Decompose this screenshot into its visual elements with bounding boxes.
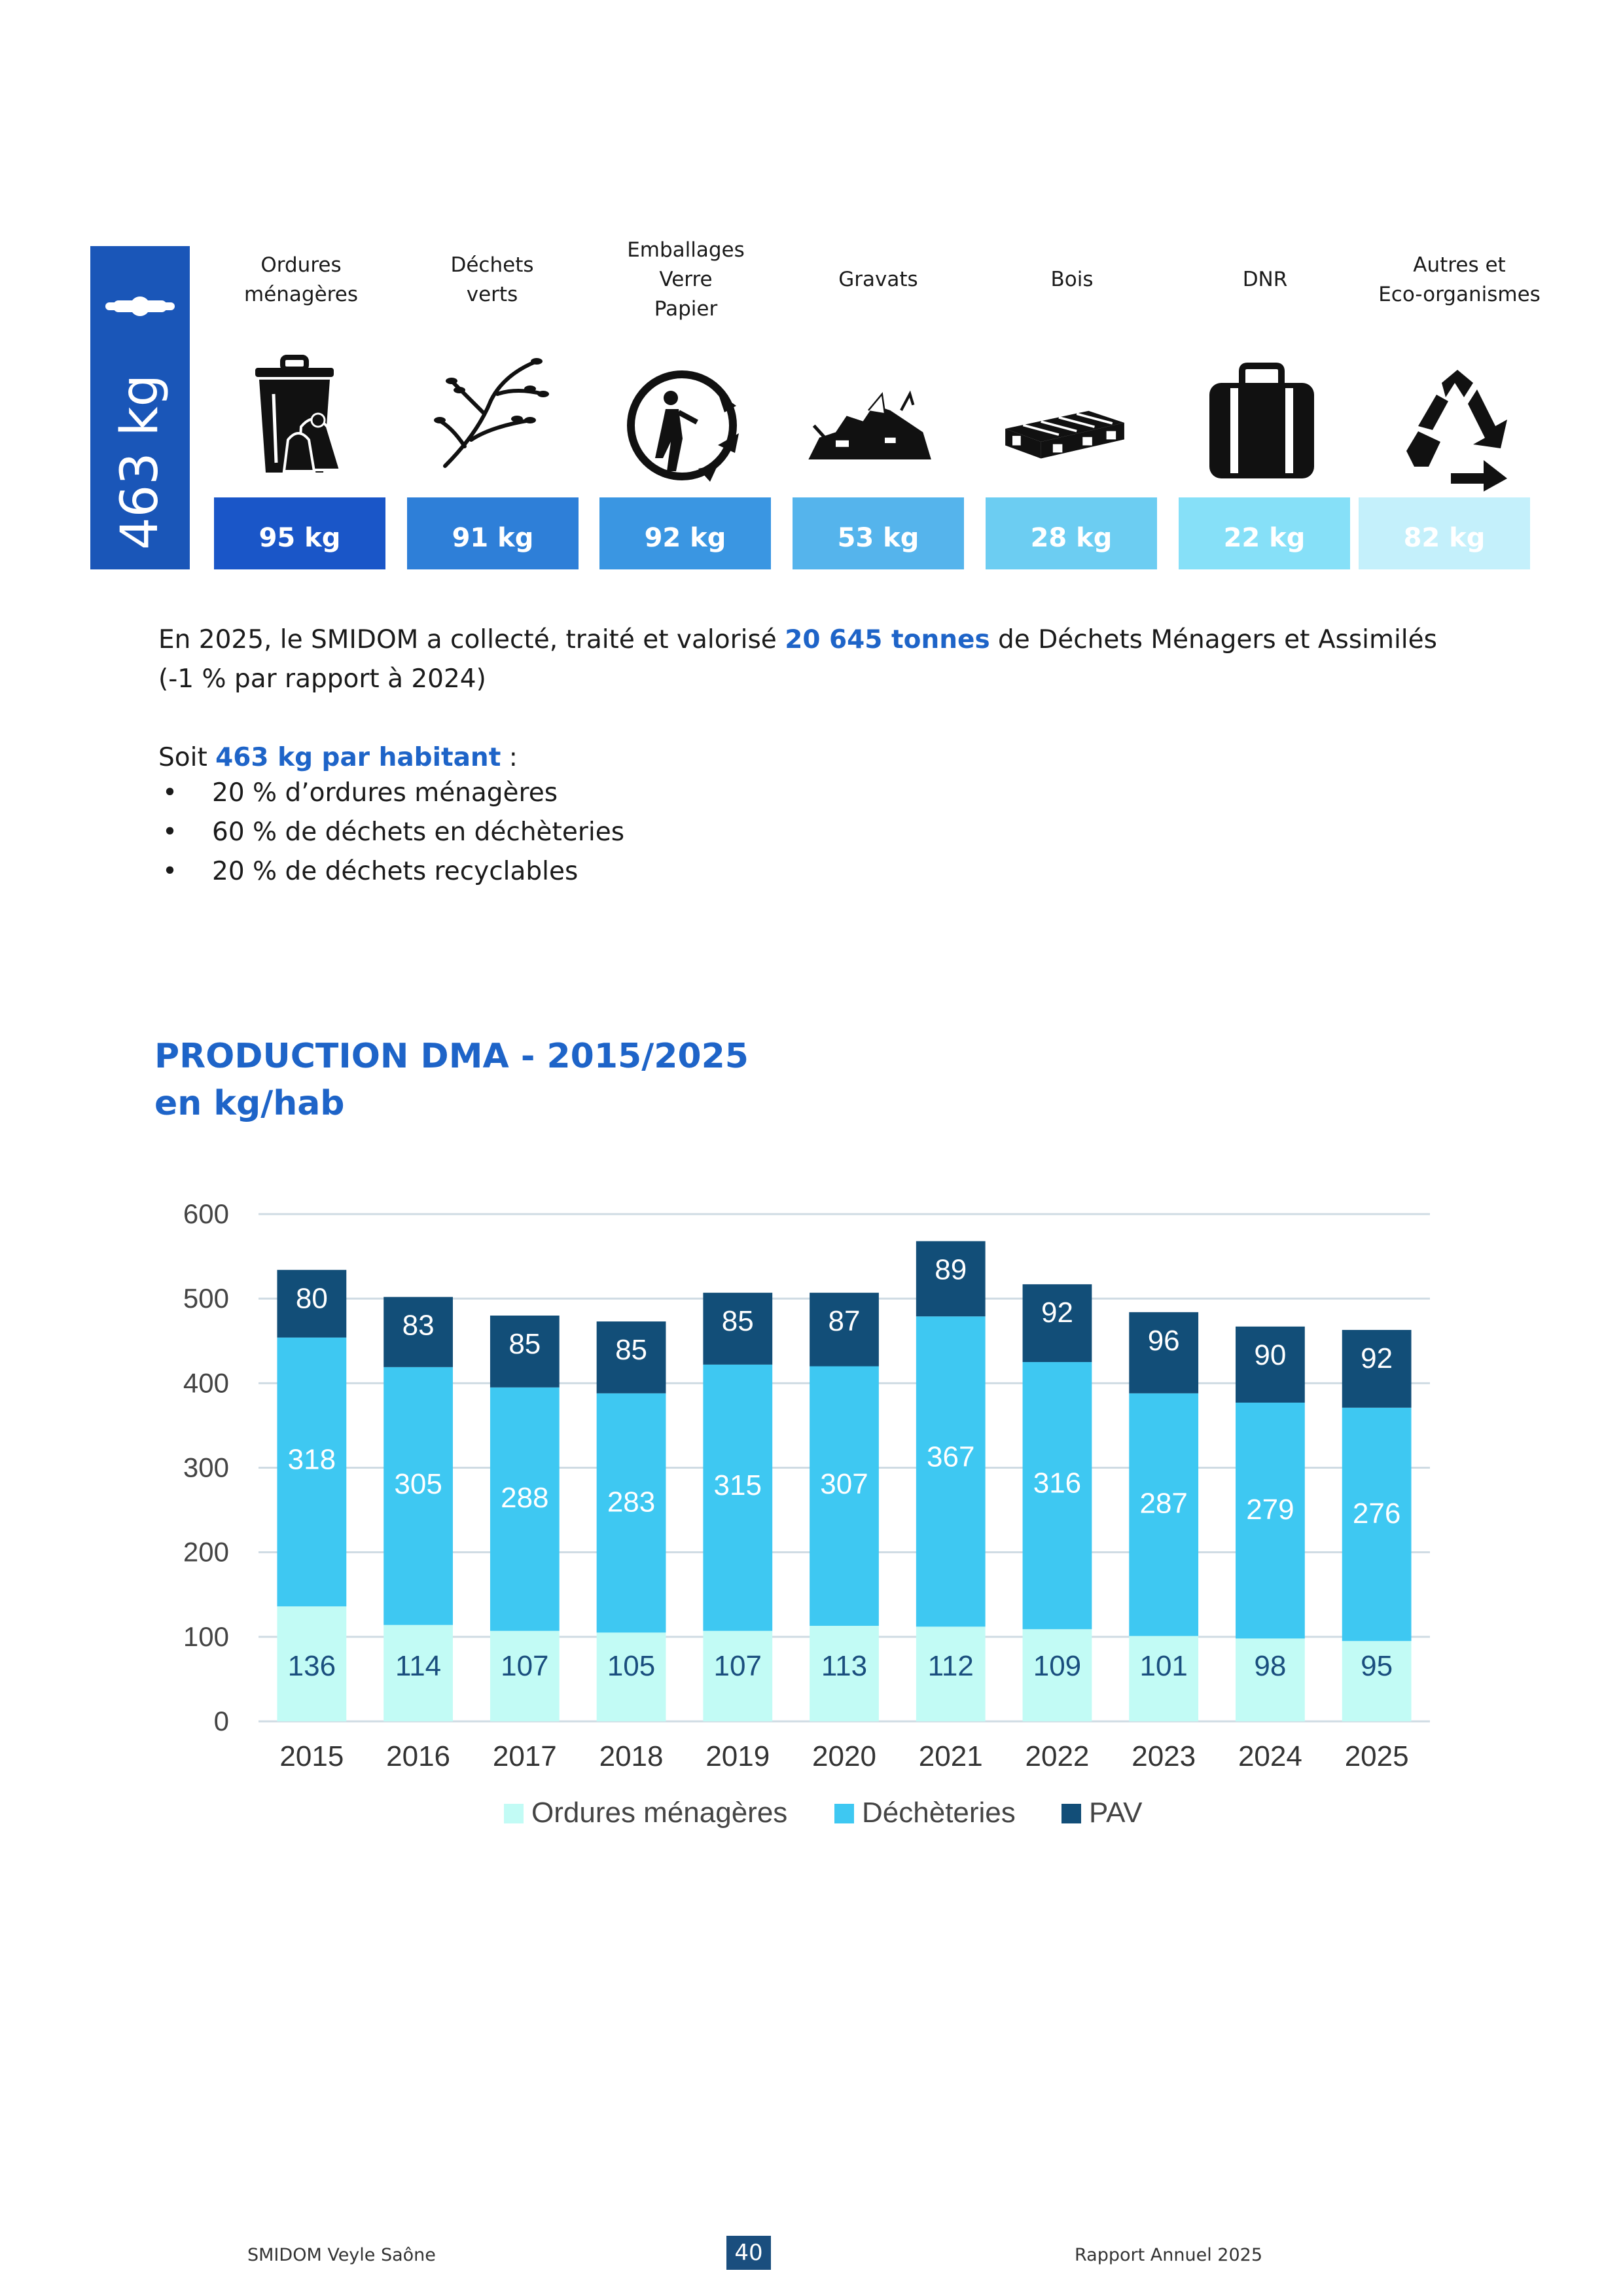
list-item: • 20 % d’ordures ménagères <box>158 774 624 813</box>
y-tick-label: 300 <box>183 1452 229 1483</box>
suitcase-icon <box>1196 357 1327 488</box>
x-tick-label: 2025 <box>1344 1740 1409 1772</box>
data-label: 307 <box>820 1467 868 1500</box>
y-tick-label: 100 <box>183 1621 229 1652</box>
total-banner <box>90 246 190 569</box>
category-value-autres <box>1359 497 1530 569</box>
category-label-text: Ordures ménagères <box>244 253 358 306</box>
intro-paragraph <box>158 620 1467 778</box>
data-label: 80 <box>295 1282 328 1315</box>
y-tick-label: 200 <box>183 1536 229 1568</box>
data-label: 105 <box>607 1650 656 1682</box>
recycling-arrows-icon <box>1392 363 1523 494</box>
data-label: 114 <box>395 1650 442 1682</box>
legend-label: Déchèteries <box>862 1797 1016 1829</box>
data-label: 315 <box>713 1469 762 1502</box>
chart-title-line1: PRODUCTION DMA - 2015/2025 <box>154 1037 749 1076</box>
intro-text: En 2025, le SMIDOM a collecté, traité et valorisé <box>158 625 785 655</box>
data-label: 136 <box>287 1650 336 1682</box>
intro-text: de Déchets Ménagers et Assimilés <box>990 625 1437 655</box>
x-tick-label: 2022 <box>1025 1740 1090 1772</box>
data-label: 305 <box>394 1468 442 1501</box>
category-label-text: Emballages Verre Papier <box>627 238 745 321</box>
bullet-list <box>158 774 624 891</box>
category-label-text: Gravats <box>838 268 918 291</box>
x-tick-label: 2024 <box>1238 1740 1302 1772</box>
x-tick-label: 2015 <box>279 1740 344 1772</box>
page-number: 40 <box>726 2236 771 2270</box>
per-habitant-value: 463 kg par habitant <box>215 743 501 772</box>
x-tick-label: 2016 <box>386 1740 451 1772</box>
category-value-text: 22 kg <box>1223 523 1306 553</box>
y-tick-label: 0 <box>213 1706 229 1736</box>
category-label-emballages <box>597 236 774 324</box>
list-item: • 20 % de déchets recyclables <box>158 852 624 891</box>
intro-text: : <box>501 743 518 772</box>
trash-bin-icon <box>236 348 366 479</box>
data-label: 109 <box>1033 1650 1082 1682</box>
x-tick-label: 2021 <box>918 1740 983 1772</box>
pallet-icon <box>999 363 1130 494</box>
data-label: 288 <box>501 1482 549 1515</box>
list-item-text: 20 % d’ordures ménagères <box>212 778 558 808</box>
category-label-text: Déchets verts <box>450 253 534 306</box>
category-value-text: 95 kg <box>259 523 341 553</box>
data-label: 107 <box>713 1650 762 1682</box>
category-label-ordures <box>213 251 389 310</box>
data-label: 98 <box>1254 1650 1287 1682</box>
recycle-person-icon <box>620 360 751 491</box>
category-value-text: 92 kg <box>644 523 726 553</box>
category-label-text: DNR <box>1242 268 1288 291</box>
data-label: 101 <box>1139 1650 1188 1682</box>
data-label: 95 <box>1361 1650 1393 1682</box>
chart-title-line2: en kg/hab <box>154 1084 345 1123</box>
data-label: 90 <box>1254 1338 1287 1371</box>
y-tick-label: 400 <box>183 1367 229 1399</box>
data-label: 107 <box>501 1650 549 1682</box>
data-label: 287 <box>1139 1487 1188 1520</box>
data-label: 279 <box>1246 1494 1294 1526</box>
x-tick-label: 2020 <box>812 1740 876 1772</box>
x-tick-label: 2018 <box>599 1740 664 1772</box>
data-label: 92 <box>1041 1297 1073 1329</box>
data-label: 85 <box>721 1305 754 1338</box>
legend-label: Ordures ménagères <box>531 1797 788 1829</box>
chart-title <box>154 1033 749 1127</box>
data-label: 96 <box>1147 1324 1180 1357</box>
legend-label: PAV <box>1089 1797 1143 1829</box>
data-label: 89 <box>935 1253 967 1286</box>
category-value-ordures <box>214 497 385 569</box>
branch-icon <box>425 348 556 479</box>
category-value-text: 82 kg <box>1403 523 1486 553</box>
list-item: • 60 % de déchets en déchèteries <box>158 813 624 852</box>
y-tick-label: 500 <box>183 1283 229 1314</box>
category-value-emballages <box>599 497 771 569</box>
category-label-gravats <box>790 265 967 295</box>
category-value-text: 53 kg <box>837 523 919 553</box>
legend-swatch <box>504 1804 524 1823</box>
data-label: 85 <box>508 1328 541 1360</box>
category-value-text: 91 kg <box>452 523 534 553</box>
person-icon <box>105 291 175 322</box>
category-label-autres <box>1371 251 1548 310</box>
category-label-text: Bois <box>1050 268 1094 291</box>
data-label: 113 <box>821 1650 868 1682</box>
category-value-bois <box>986 497 1157 569</box>
category-value-dnr <box>1179 497 1350 569</box>
data-label: 112 <box>927 1650 974 1682</box>
category-value-dechets-verts <box>407 497 579 569</box>
rubble-icon <box>803 361 934 492</box>
x-tick-label: 2017 <box>492 1740 557 1772</box>
list-item-text: 20 % de déchets recyclables <box>212 857 579 886</box>
x-tick-label: 2023 <box>1132 1740 1196 1772</box>
category-label-dechets-verts <box>404 251 580 310</box>
category-label-text: Autres et Eco-organismes <box>1378 253 1541 306</box>
y-tick-label: 600 <box>183 1198 229 1229</box>
intro-tonnage: 20 645 tonnes <box>785 625 990 655</box>
category-value-gravats <box>793 497 964 569</box>
category-value-text: 28 kg <box>1030 523 1113 553</box>
legend-swatch <box>1061 1804 1081 1823</box>
stacked-bar-chart <box>151 1178 1472 1872</box>
data-label: 316 <box>1033 1467 1082 1499</box>
footer-organization: SMIDOM Veyle Saône <box>247 2245 436 2265</box>
footer-report-title: Rapport Annuel 2025 <box>1075 2245 1262 2265</box>
data-label: 85 <box>615 1334 648 1367</box>
intro-comparison: (-1 % par rapport à 2024) <box>158 664 486 694</box>
data-label: 87 <box>828 1305 861 1338</box>
data-label: 318 <box>287 1443 336 1476</box>
total-value: 463 kg <box>111 374 169 550</box>
x-tick-label: 2019 <box>705 1740 770 1772</box>
data-label: 83 <box>402 1309 435 1342</box>
list-item-text: 60 % de déchets en déchèteries <box>212 817 625 847</box>
data-label: 276 <box>1352 1498 1401 1530</box>
data-label: 92 <box>1361 1342 1393 1374</box>
intro-text: Soit <box>158 743 216 772</box>
data-label: 367 <box>927 1441 975 1473</box>
category-label-bois <box>984 265 1160 295</box>
category-label-dnr <box>1177 265 1353 295</box>
data-label: 283 <box>607 1486 656 1518</box>
legend-swatch <box>834 1804 854 1823</box>
